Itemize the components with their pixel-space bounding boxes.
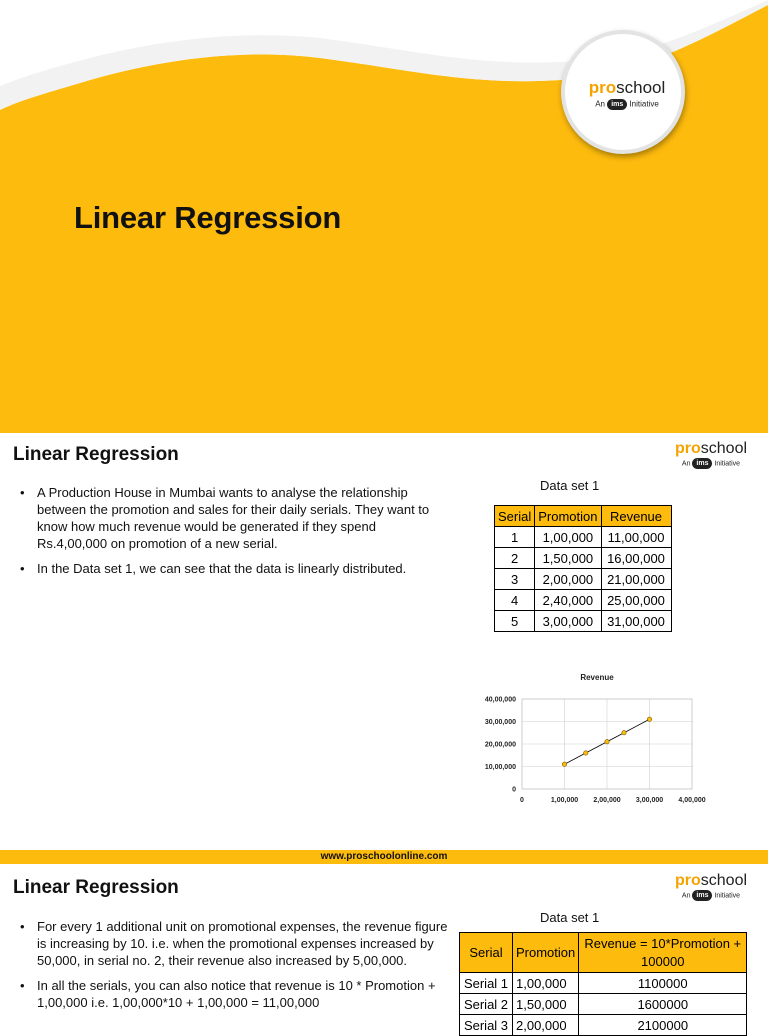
footer-url: www.proschoolonline.com: [320, 851, 448, 862]
bullet-list: [18, 484, 438, 585]
table-header-cell: Serial: [460, 933, 513, 973]
table-cell: 1,50,000: [513, 994, 579, 1015]
ims-logo-icon: ims: [692, 890, 712, 901]
table-cell: 2,00,000: [535, 569, 601, 590]
table-cell: 2100000: [579, 1015, 747, 1036]
logo-tagline-an: An: [595, 99, 605, 109]
chart-y-tick-label: 0: [512, 786, 516, 794]
bullet-item: • For every 1 additional unit on promotional expenses, the revenue figure is increasing by 10. i.e. when the promotional expenses increased by 50,000, in serial no. 2, their revenue also increased by 5,00,000.: [18, 918, 448, 969]
table-header-cell: Promotion: [535, 506, 601, 527]
table-cell: 1: [495, 527, 535, 548]
table-cell: 21,00,000: [601, 569, 671, 590]
table-cell: 3,00,000: [535, 611, 601, 632]
logo-school-text: school: [700, 872, 748, 889]
logo-school-text: school: [616, 78, 666, 97]
chart-x-tick-label: 4,00,000: [678, 797, 706, 804]
chart-title: Revenue: [580, 673, 614, 682]
table-row: [495, 548, 672, 569]
table-cell: 5: [495, 611, 535, 632]
content-slide-1: [0, 433, 768, 850]
content-slide-2: [0, 864, 768, 1033]
proschool-logo: [572, 78, 682, 110]
table-cell: Serial 2: [460, 994, 513, 1015]
logo-tagline-an: An: [681, 892, 691, 900]
chart-data-point: [562, 762, 566, 766]
table-header-cell: Revenue = 10*Promotion + 100000: [579, 933, 747, 973]
chart-data-point: [584, 751, 588, 755]
chart-x-tick-label: 1,00,000: [550, 797, 579, 804]
chart-x-tick-label: 2,00,000: [593, 797, 621, 804]
table-cell: 25,00,000: [601, 590, 671, 611]
logo-tagline: [659, 458, 763, 469]
slide-title: Linear Regression: [13, 444, 179, 465]
logo-pro-text: pro: [674, 440, 701, 457]
table-row: [495, 590, 672, 611]
proschool-logo: [659, 440, 763, 469]
table-cell: 1100000: [579, 973, 747, 994]
table-row: [495, 611, 672, 632]
title-slide: [0, 0, 768, 433]
title-slide-heading: Linear Regression: [74, 200, 342, 235]
chart-data-point: [622, 731, 626, 735]
table-cell: 31,00,000: [601, 611, 671, 632]
table-header-cell: Serial: [495, 506, 535, 527]
table-cell: 2: [495, 548, 535, 569]
bullet-list: [18, 918, 448, 1019]
data-table: [459, 932, 747, 1036]
logo-tagline: [659, 890, 763, 901]
logo-pro-text: pro: [674, 872, 701, 889]
table-header-row: [495, 506, 672, 527]
chart-x-axis: [520, 797, 706, 804]
data-table: [494, 505, 672, 632]
table-row: [460, 994, 747, 1015]
table-cell: 1,00,000: [535, 527, 601, 548]
table-row: [495, 527, 672, 548]
chart-y-tick-label: 10,00,000: [484, 764, 516, 771]
footer-strip: [0, 850, 768, 864]
table-cell: 11,00,000: [601, 527, 671, 548]
table-row: [460, 1015, 747, 1036]
logo-tagline-initiative: Initiative: [629, 99, 659, 109]
bullet-item: • In the Data set 1, we can see that the data is linearly distributed.: [18, 560, 438, 577]
logo-tagline: [572, 99, 682, 110]
logo-pro-text: pro: [588, 78, 617, 97]
chart-y-tick-label: 40,00,000: [484, 696, 516, 704]
table-caption: Data set 1: [540, 478, 600, 493]
chart-y-axis: [485, 697, 516, 794]
chart-data-point: [605, 740, 609, 744]
bullet-item: • A Production House in Mumbai wants to analyse the relationship between the promotion and sales for their daily serials. They want to know how much revenue would be generated if they spend Rs.4,00,000 on promotion of a new serial.: [18, 484, 438, 552]
chart-x-tick-label: 0: [520, 797, 524, 804]
logo-school-text: school: [700, 440, 748, 457]
table-cell: 16,00,000: [601, 548, 671, 569]
table-cell: 2,40,000: [535, 590, 601, 611]
logo-tagline-initiative: Initiative: [714, 892, 741, 900]
table-cell: 1,50,000: [535, 548, 601, 569]
slide-title: Linear Regression: [13, 877, 179, 898]
chart-x-tick-label: 3,00,000: [635, 797, 664, 804]
table-cell: 3: [495, 569, 535, 590]
chart-y-tick-label: 20,00,000: [484, 741, 516, 749]
table-row: [495, 569, 672, 590]
table-cell: Serial 3: [460, 1015, 513, 1036]
proschool-logo-badge: [561, 30, 685, 154]
table-cell: 1600000: [579, 994, 747, 1015]
chart-y-tick-label: 30,00,000: [484, 719, 516, 726]
ims-logo-icon: ims: [692, 458, 712, 469]
table-cell: Serial 1: [460, 973, 513, 994]
table-caption: Data set 1: [540, 910, 600, 925]
table-cell: 2,00,000: [513, 1015, 579, 1036]
table-header-cell: Promotion: [513, 933, 579, 973]
table-cell: 4: [495, 590, 535, 611]
table-cell: 1,00,000: [513, 973, 579, 994]
chart-data-point: [647, 717, 651, 721]
logo-tagline-initiative: Initiative: [714, 460, 741, 468]
ims-logo-icon: ims: [607, 99, 627, 110]
revenue-scatter-chart: [466, 663, 726, 813]
table-row: [460, 973, 747, 994]
proschool-logo: [659, 872, 763, 901]
logo-tagline-an: An: [681, 460, 691, 468]
bullet-item: • In all the serials, you can also notice that revenue is 10 * Promotion + 1,00,000 i.e. 1,00,000*10 + 1,00,000 = 11,00,000: [18, 977, 448, 1011]
table-header-row: [460, 933, 747, 973]
table-header-cell: Revenue: [601, 506, 671, 527]
